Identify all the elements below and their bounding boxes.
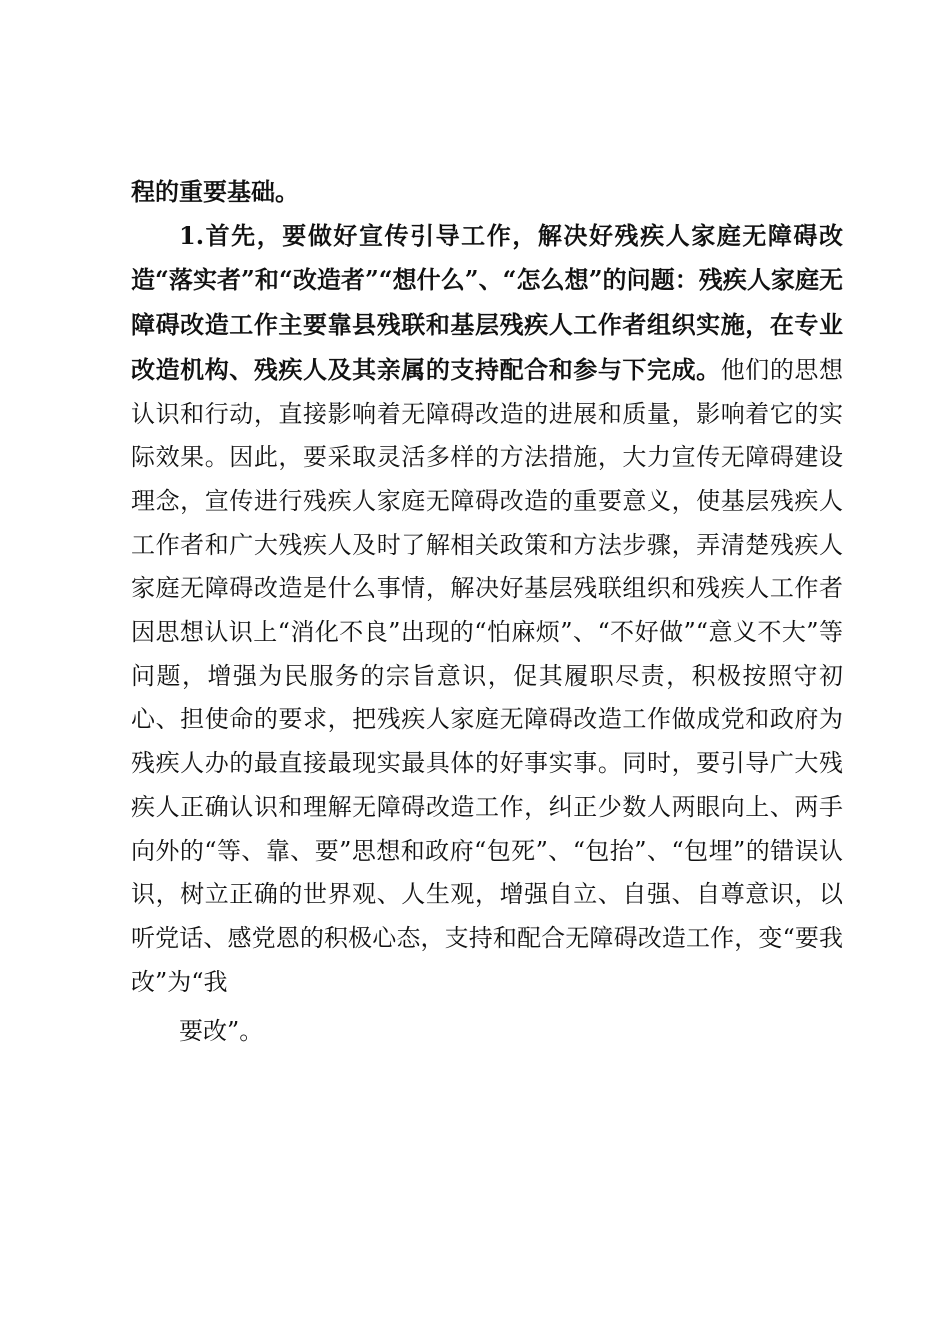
paragraph-publicity-guidance [131, 214, 843, 1054]
document-body [131, 170, 843, 1054]
paragraph-continuation [131, 170, 843, 214]
paragraph-1-text: 程的重要基础。 [131, 177, 299, 206]
paragraph-2-bold-lead: 1.首先，要做好宣传引导工作，解决好残疾人家庭无障碍改造“落实者”和“改造者”“想什么”、“怎么想”的问题：残疾人家庭无障碍改造工作主要靠县残联和基层残疾人工作者组织实施，在专业改造机构、残疾人及其亲属的支持配合和参与下完成。 [131, 220, 843, 384]
paragraph-2-body: 他们的思想认识和行动，直接影响着无障碍改造的进展和质量，影响着它的实际效果。因此，要采取灵活多样的方法措施，大力宣传无障碍建设理念，宣传进行残疾人家庭无障碍改造的重要意义，使基层残疾人工作者和广大残疾人及时了解相关政策和方法步骤，弄清楚残疾人家庭无障碍改造是什么事情，解决好基层残联组织和残疾人工作者因思想认识上“消化不良”出现的“怕麻烦”、“不好做”“意义不大”等问题，增强为民服务的宗旨意识，促其履职尽责，积极按照守初心、担使命的要求，把残疾人家庭无障碍改造工作做成党和政府为残疾人办的最直接最现实最具体的好事实事。同时，要引导广大残疾人正确认识和理解无障碍改造工作，纠正少数人两眼向上、两手向外的“等、靠、要”思想和政府“包死”、“包抬”、“包埋”的错误认识，树立正确的世界观、人生观，增强自立、自强、自尊意识，以听党话、感党恩的积极心态，支持和配合无障碍改造工作，变“要我改”为“我 [131, 355, 844, 996]
paragraph-2-last-line: 要改”。 [179, 1017, 264, 1046]
